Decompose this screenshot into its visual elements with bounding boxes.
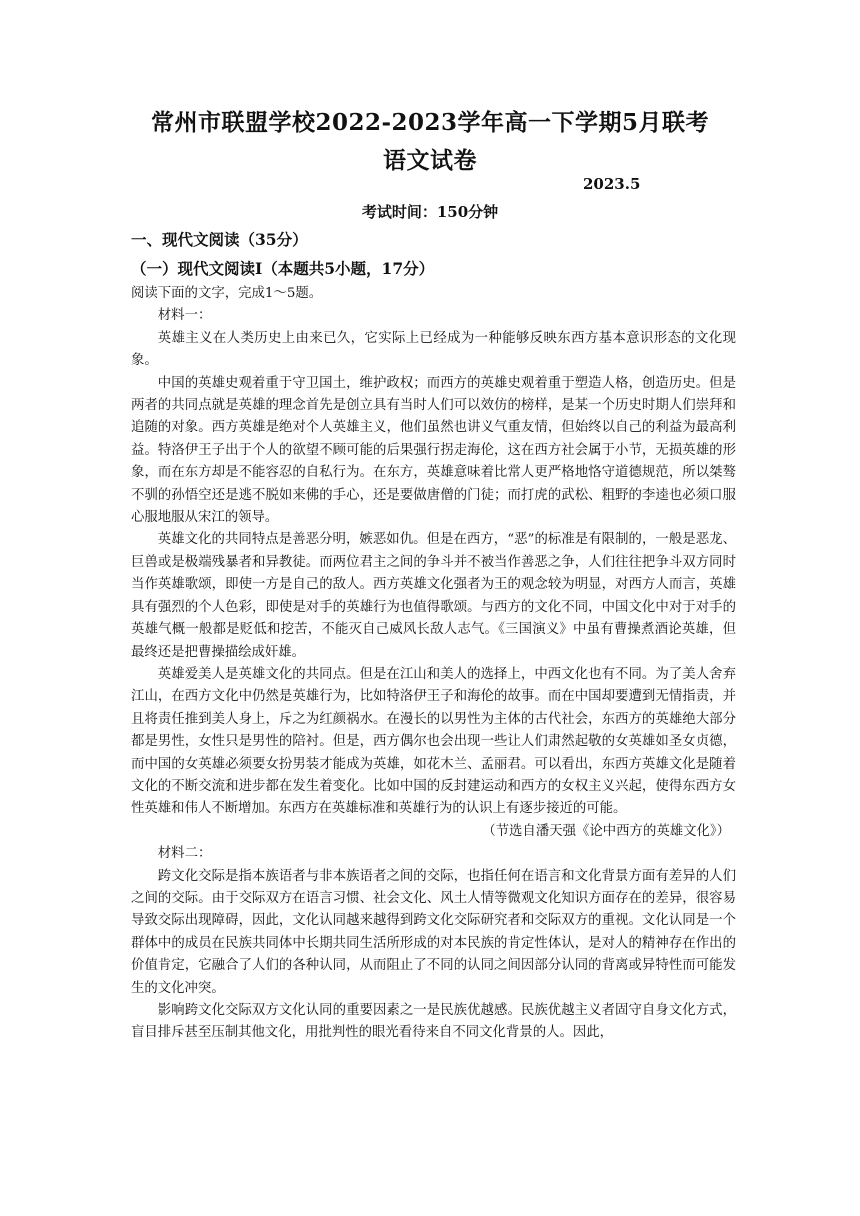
- subsection-heading: （一）现代文阅读Ⅰ（本题共5小题，17分）: [131, 259, 435, 278]
- reading-passage: [131, 283, 736, 1045]
- paragraph: 影响跨文化交际双方文化认同的重要因素之一是民族优越感。民族优越主义者固守自身文化方式，盲目排斥甚至压制其他文化，用批判性的眼光看待来自不同文化背景的人。因此，: [131, 1003, 736, 1041]
- paragraph: 英雄文化的共同特点是善恶分明，嫉恶如仇。但是在西方，“恶”的标准是有限制的，一般是恶龙、巨兽或是极端残暴者和异教徒。而两位君主之间的争斗并不被当作善恶之争，人们往往把争斗双方同时当作英雄歌颂，即使一方是自己的敌人。西方英雄文化强者为王的观念较为明显，对西方人而言，英雄具有强烈的个人色彩，即使是对手的英雄行为也值得歌颂。与西方的文化不同，中国文化中对于对手的英雄气概一般都是贬低和挖苦，不能灭自己威风长敌人志气。《三国演义》中虽有曹操煮酒论英雄，但最终还是把曹操描绘成奸雄。: [131, 532, 736, 660]
- paragraph: 中国的英雄史观着重于守卫国土，维护政权；而西方的英雄史观着重于塑造人格，创造历史。但是两者的共同点就是英雄的理念首先是创立具有当时人们可以效仿的榜样，是某一个历史时期人们崇拜和追随的对象。西方英雄是绝对个人英雄主义，他们虽然也讲义气重友情，但始终以自己的利益为最高利益。特洛伊王子出于个人的欲望不顾可能的后果强行拐走海伦，这在西方社会属于小节，无损英雄的形象，而在东方却是不能容忍的自私行为。在东方，英雄意味着比常人更严格地恪守道德规范，所以桀骜不驯的孙悟空还是逃不脱如来佛的手心，还是要做唐僧的门徒；而打虎的武松、粗野的李逵也必须口服心服地服从宋江的领导。: [131, 375, 736, 526]
- material-label: 材料一：: [157, 308, 212, 324]
- section-heading: 一、现代文阅读（35分）: [131, 230, 308, 249]
- instruction-text: 阅读下面的文字，完成1～5题。: [131, 286, 323, 301]
- material-label: 材料二：: [157, 846, 212, 862]
- exam-title: 常州市联盟学校2022-2023学年高一下学期5月联考: [150, 109, 710, 136]
- exam-date: 2023.5: [583, 175, 641, 193]
- source-citation: （节选自潘天强《论中西方的英雄文化》）: [482, 823, 730, 839]
- exam-duration: 考试时间：150分钟: [361, 203, 499, 221]
- exam-subtitle: 语文试卷: [383, 147, 477, 174]
- paragraph: 英雄爱美人是英雄文化的共同点。但是在江山和美人的选择上，中西文化也有不同。为了美人舍弃江山，在西方文化中仍然是英雄行为，比如特洛伊王子和海伦的故事。而在中国却要遭到无情指责，并且将责任推到美人身上，斥之为红颜祸水。在漫长的以男性为主体的古代社会，东西方的英雄绝大部分都是男性，女性只是男性的陪衬。但是，西方偶尔也会出现一些让人们肃然起敬的女英雄如圣女贞德，而中国的女英雄必须要女扮男装才能成为英雄，如花木兰、孟丽君。可以看出，东西方英雄文化是随着文化的不断交流和进步都在发生着变化。比如中国的反封建运动和西方的女权主义兴起，使得东西方女性英雄和伟人不断增加。东西方在英雄标准和英雄行为的认识上有逐步接近的可能。: [131, 666, 736, 817]
- paragraph: 英雄主义在人类历史上由来已久，它实际上已经成为一种能够反映东西方基本意识形态的文化现象。: [131, 330, 736, 369]
- paragraph: 跨文化交际是指本族语者与非本族语者之间的交际，也指任何在语言和文化背景方面有差异的人们之间的交际。由于交际双方在语言习惯、社会文化、风土人情等微观文化知识方面存在的差异，很容易导致交际出现障碍，因此，文化认同越来越得到跨文化交际研究者和交际双方的重视。文化认同是一个群体中的成员在民族共同体中长期共同生活所形成的对本民族的肯定性体认，是对人的精神存在作出的价值肯定，它融合了人们的各种认同，从而阻止了不同的认同之间因部分认同的背离或异特性而可能发生的文化冲突。: [131, 868, 736, 996]
